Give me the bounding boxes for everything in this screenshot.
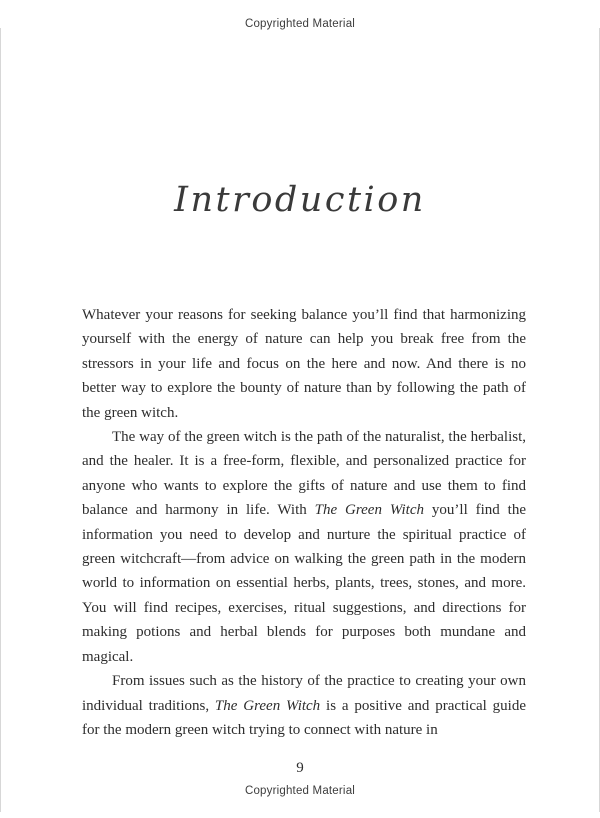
page-number: 9 [296,760,304,776]
paragraph [82,303,526,425]
copyright-notice-top: Copyrighted Material [244,18,356,30]
paragraph [82,425,526,669]
text-segment: is a positive and practical guide for the modern green witch trying to connect with nature in [82,697,526,738]
text-segment: From issues such as the history of the practice to creating your own individual traditions, [82,673,526,714]
text-segment: Whatever your reasons for seeking balance you’ll find that harmonizing yourself with the energy of nature can help you break free from the stressors in your life and focus on the here and now. And there is no better way to explore the bounty of nature than by following the path of the green witch. [82,307,526,421]
text-segment: The way of the green witch is the path of the naturalist, the herbalist, and the healer. It is a free-form, flexible, and personalized practice for anyone who wants to explore the gifts of nature and use them to find balance and harmony in life. With [82,429,526,519]
copyright-notice-bottom: Copyrighted Material [244,785,356,797]
page-edge-left [0,28,1,812]
body-text [82,303,526,742]
book-title-italic: The Green Witch [214,697,321,714]
chapter-heading: Introduction [174,180,426,220]
book-title-italic: The Green Witch [314,502,425,519]
text-segment: you’ll find the information you need to develop and nurture the spiritual practice of green witchcraft—from advice on walking the green path in the modern world to information on essential herbs, plants, trees, stones, and more. You will find recipes, exercises, ritual suggestions, and directions for making potions and herbal blends for purposes both mundane and magical. [82,502,526,665]
paragraph [82,669,526,742]
